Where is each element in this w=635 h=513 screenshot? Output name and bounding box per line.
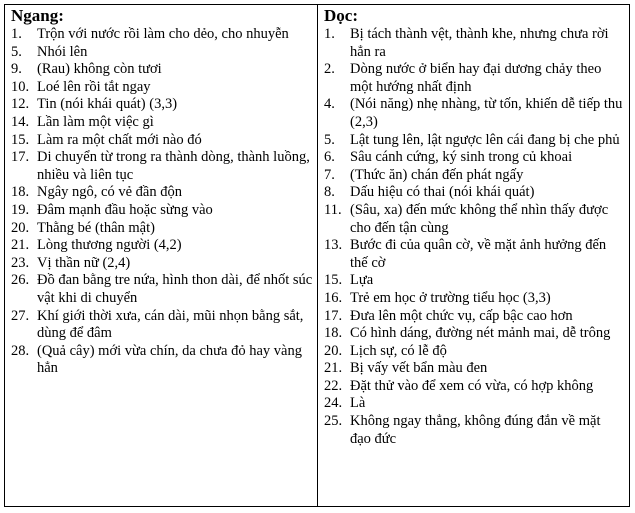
clue-number: 14. [11,113,30,130]
clue-number: 5. [324,131,335,148]
clue-text: Đâm mạnh đầu hoặc sừng vào [37,201,213,218]
down-clue [324,360,625,378]
clue-text: Đồ đan bằng tre nứa, hình thon dài, để nhốt súc vật khi di chuyển [37,272,313,306]
down-clue [324,149,625,167]
clue-number: 27. [11,307,30,324]
clue-text: Bước đi của quân cờ, về mặt ảnh hưởng đến thế cờ [350,237,607,271]
clue-text: Bị tách thành vệt, thành khe, nhưng chưa rời hẳn ra [350,26,609,60]
clue-text: Trẻ em học ở trường tiểu học (3,3) [350,289,551,306]
clue-text: Di chuyển từ trong ra thành dòng, thành luồng, nhiều và liên tục [37,149,310,183]
clue-number: 20. [11,219,30,236]
clue-number: 12. [11,96,30,113]
down-clue [324,26,625,61]
down-clue [324,308,625,326]
down-clue [324,343,625,361]
across-clue-list [11,26,313,378]
down-clue [324,202,625,237]
clue-text: Khí giới thời xưa, cán dài, mũi nhọn bằng sắt, dùng để đâm [37,307,304,342]
down-clue [324,378,625,396]
clue-number: 11. [324,201,342,218]
across-clue [11,237,313,255]
clue-number: 17. [324,307,343,324]
clue-text: Lật tung lên, lật ngược lên cái đang bị che phủ [350,131,620,148]
clue-number: 26. [11,272,30,289]
across-clue [11,114,313,132]
clue-number: 17. [11,149,30,166]
clue-number: 10. [11,78,30,95]
clue-text: Lựa [350,272,374,289]
clue-text: (Quả cây) mới vừa chín, da chưa đỏ hay vàng hẳn [37,342,302,377]
clue-text: Lịch sự, có lễ độ [350,342,447,359]
clue-text: Bị vấy vết bẩn màu đen [350,360,488,377]
clue-number: 1. [324,26,335,42]
across-clue [11,26,313,44]
across-clue [11,272,313,307]
clue-number: 4. [324,96,335,113]
clue-text: Ngây ngô, có vẻ đần độn [37,184,182,201]
clue-number: 28. [11,342,30,359]
clue-text: (Nói năng) nhẹ nhàng, từ tốn, khiến dễ tiếp thu (2,3) [350,96,623,130]
down-clue [324,272,625,290]
down-clue [324,61,625,96]
across-clue [11,61,313,79]
clue-number: 15. [324,272,343,289]
across-clue [11,220,313,238]
clue-text: (Thức ăn) chán đến phát ngấy [350,166,524,183]
across-clue [11,79,313,97]
clue-number: 18. [324,325,343,342]
clue-number: 8. [324,184,335,201]
clue-number: 20. [324,342,343,359]
clue-text: Tin (nói khái quát) (3,3) [37,96,178,113]
down-clue [324,325,625,343]
clue-number: 9. [11,61,22,78]
down-clue [324,395,625,413]
clue-text: Loé lên rồi tắt ngay [37,78,151,95]
down-clue [324,96,625,131]
clue-text: Không ngay thẳng, không đúng đắn về mặt đạo đức [350,413,601,447]
clue-text: Vị thần nữ (2,4) [37,254,131,271]
down-heading: Dọc: [324,6,358,25]
across-column [5,5,318,506]
clue-text: Dấu hiệu có thai (nói khái quát) [350,184,535,201]
clue-number: 24. [324,395,343,412]
down-clue [324,167,625,185]
down-clue [324,290,625,308]
clue-text: (Sâu, xa) đến mức không thể nhìn thấy được cho đến tận cùng [350,201,609,236]
down-clue [324,132,625,150]
clue-number: 13. [324,237,343,254]
clue-text: Làm ra một chất mới nào đó [37,131,202,148]
clue-number: 5. [11,43,22,60]
clue-number: 6. [324,149,335,166]
across-clue [11,149,313,184]
clue-text: Trộn với nước rồi làm cho dẻo, cho nhuyễn [37,26,289,42]
clue-number: 21. [324,360,343,377]
clue-text: Đưa lên một chức vụ, cấp bậc cao hơn [350,307,573,324]
clue-text: Dòng nước ở biển hay đại dương chảy theo một hướng nhất định [350,61,602,95]
across-clue [11,343,313,378]
clue-text: (Rau) không còn tươi [37,61,162,78]
clue-number: 21. [11,237,30,254]
clue-text: Lòng thương người (4,2) [37,237,182,254]
down-clue [324,413,625,448]
down-clue-list [324,26,625,448]
clue-number: 23. [11,254,30,271]
clue-text: Lần làm một việc gì [37,113,154,130]
clue-number: 25. [324,413,343,430]
clue-number: 22. [324,377,343,394]
clue-text: Là [350,395,366,412]
across-clue [11,44,313,62]
crossword-clues-table [4,4,630,507]
clue-number: 18. [11,184,30,201]
across-heading: Ngang: [11,6,64,25]
clue-text: Có hình dáng, đường nét mảnh mai, dễ trông [350,325,611,342]
across-clue [11,184,313,202]
clue-number: 16. [324,289,343,306]
clue-text: Đặt thử vào để xem có vừa, có hợp không [350,377,594,394]
down-clue [324,184,625,202]
clue-number: 7. [324,166,335,183]
across-clue [11,308,313,343]
across-clue [11,96,313,114]
clue-text: Nhói lên [37,43,88,60]
clue-text: Sâu cánh cứng, ký sinh trong củ khoai [350,149,573,166]
clue-text: Thằng bé (thân mật) [37,219,155,236]
down-column [318,5,629,506]
clue-number: 15. [11,131,30,148]
clue-number: 1. [11,26,22,42]
down-clue [324,237,625,272]
across-clue [11,202,313,220]
across-clue [11,255,313,273]
clue-number: 2. [324,61,335,78]
across-clue [11,132,313,150]
clue-number: 19. [11,201,30,218]
